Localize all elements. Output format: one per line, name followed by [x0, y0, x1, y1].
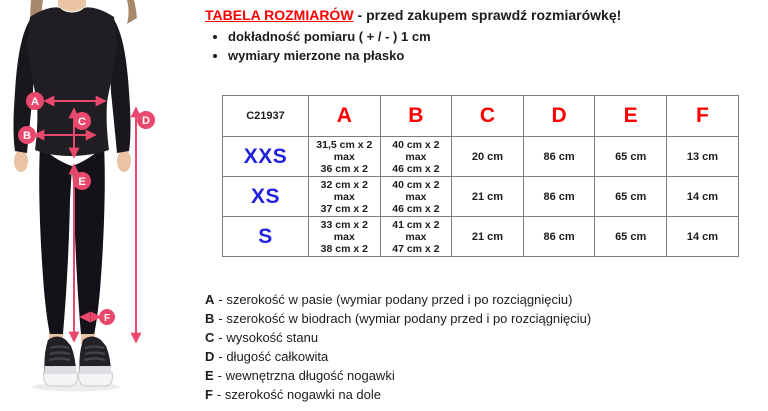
column-header-e: E	[595, 96, 667, 137]
measurement-legend	[205, 290, 591, 404]
column-header-c: C	[452, 96, 524, 137]
legend-letter: B	[205, 311, 215, 326]
table-header-row	[223, 96, 739, 137]
size-label-xxs: XXS	[223, 137, 309, 177]
cell-line: max	[333, 230, 355, 243]
cell-line: max	[333, 190, 355, 203]
legging-left	[39, 145, 72, 334]
table-row-s	[223, 217, 739, 257]
cell-xs-b	[380, 177, 452, 217]
hair-right	[127, 0, 137, 24]
table-row-xs	[223, 177, 739, 217]
bullet-measured-flat: • wymiary mierzone na płasko	[228, 46, 431, 65]
cell-xs-a	[309, 177, 381, 217]
hand-right	[117, 150, 131, 172]
legend-text: - wysokość stanu	[218, 330, 319, 345]
sweater-body	[27, 7, 117, 156]
cell-s-a	[309, 217, 381, 257]
cell-s-b	[380, 217, 452, 257]
model-photo	[0, 0, 200, 411]
shoe-left	[44, 337, 78, 387]
column-header-b: B	[380, 96, 452, 137]
cell-xs-d: 86 cm	[523, 177, 595, 217]
legend-item-f	[205, 385, 591, 404]
shoe-right	[79, 337, 113, 387]
legend-item-c	[205, 328, 591, 347]
legend-text: - wewnętrzna długość nogawki	[217, 368, 395, 383]
page-title-highlight: TABELA ROZMIARÓW	[205, 7, 354, 23]
cell-line: 47 cm x 2	[392, 242, 440, 255]
cell-s-c: 21 cm	[452, 217, 524, 257]
legend-letter: D	[205, 349, 215, 364]
cell-line: 41 cm x 2	[392, 218, 440, 231]
info-bullet-list	[214, 27, 431, 65]
legend-text: - szerokość nogawki na dole	[216, 387, 381, 402]
cell-line: max	[333, 150, 355, 163]
legend-text: - długość całkowita	[218, 349, 329, 364]
cell-s-e: 65 cm	[595, 217, 667, 257]
cell-line: max	[405, 190, 427, 203]
legend-letter: F	[205, 387, 213, 402]
cell-xs-e: 65 cm	[595, 177, 667, 217]
marker-a-label: A	[31, 96, 39, 108]
bullet-measure-accuracy: • dokładność pomiaru ( + / - ) 1 cm	[228, 27, 431, 46]
cell-line: 37 cm x 2	[320, 202, 368, 215]
legend-item-e	[205, 366, 591, 385]
cell-xxs-b	[380, 137, 452, 177]
legend-item-a	[205, 290, 591, 309]
legend-item-b	[205, 309, 591, 328]
cell-line: max	[405, 230, 427, 243]
legging-right	[72, 145, 105, 334]
cell-xxs-a	[309, 137, 381, 177]
marker-d-label: D	[142, 115, 150, 127]
legend-text: - szerokość w pasie (wymiar podany przed i po rozciągnięciu)	[218, 292, 573, 307]
page-title	[205, 7, 621, 23]
cell-line: 36 cm x 2	[320, 162, 368, 175]
legend-item-d	[205, 347, 591, 366]
legend-letter: C	[205, 330, 215, 345]
marker-f-label: F	[103, 313, 111, 324]
cell-xxs-c: 20 cm	[452, 137, 524, 177]
cell-line: 32 cm x 2	[320, 178, 368, 191]
marker-b-label: B	[23, 130, 31, 142]
cell-xs-f: 14 cm	[666, 177, 738, 217]
cell-line: 40 cm x 2	[392, 138, 440, 151]
cell-s-d: 86 cm	[523, 217, 595, 257]
page-title-rest: - przed zakupem sprawdź rozmiarówkę!	[357, 7, 622, 23]
cell-line: 46 cm x 2	[392, 202, 440, 215]
cell-line: 31,5 cm x 2	[316, 138, 373, 151]
cell-xs-c: 21 cm	[452, 177, 524, 217]
cell-line: max	[405, 150, 427, 163]
column-header-a: A	[309, 96, 381, 137]
cell-line: 33 cm x 2	[320, 218, 368, 231]
table-row-xxs	[223, 137, 739, 177]
column-header-f: F	[666, 96, 738, 137]
size-label-xs: XS	[223, 177, 309, 217]
cell-line: 38 cm x 2	[320, 242, 368, 255]
legend-text: - szerokość w biodrach (wymiar podany przed i po rozciągnięciu)	[218, 311, 592, 326]
cell-line: 40 cm x 2	[392, 178, 440, 191]
cell-xxs-e: 65 cm	[595, 137, 667, 177]
cell-line: 46 cm x 2	[392, 162, 440, 175]
hand-left	[14, 150, 28, 172]
model-figure-svg	[0, 0, 200, 411]
product-code-cell: C21937	[223, 96, 309, 137]
size-label-s: S	[223, 217, 309, 257]
marker-e-label: E	[78, 176, 86, 188]
column-header-d: D	[523, 96, 595, 137]
legend-letter: E	[205, 368, 214, 383]
size-table	[222, 95, 739, 257]
legend-letter: A	[205, 292, 215, 307]
cell-s-f: 14 cm	[666, 217, 738, 257]
cell-xxs-d: 86 cm	[523, 137, 595, 177]
marker-c-label: C	[78, 116, 86, 128]
cell-xxs-f: 13 cm	[666, 137, 738, 177]
